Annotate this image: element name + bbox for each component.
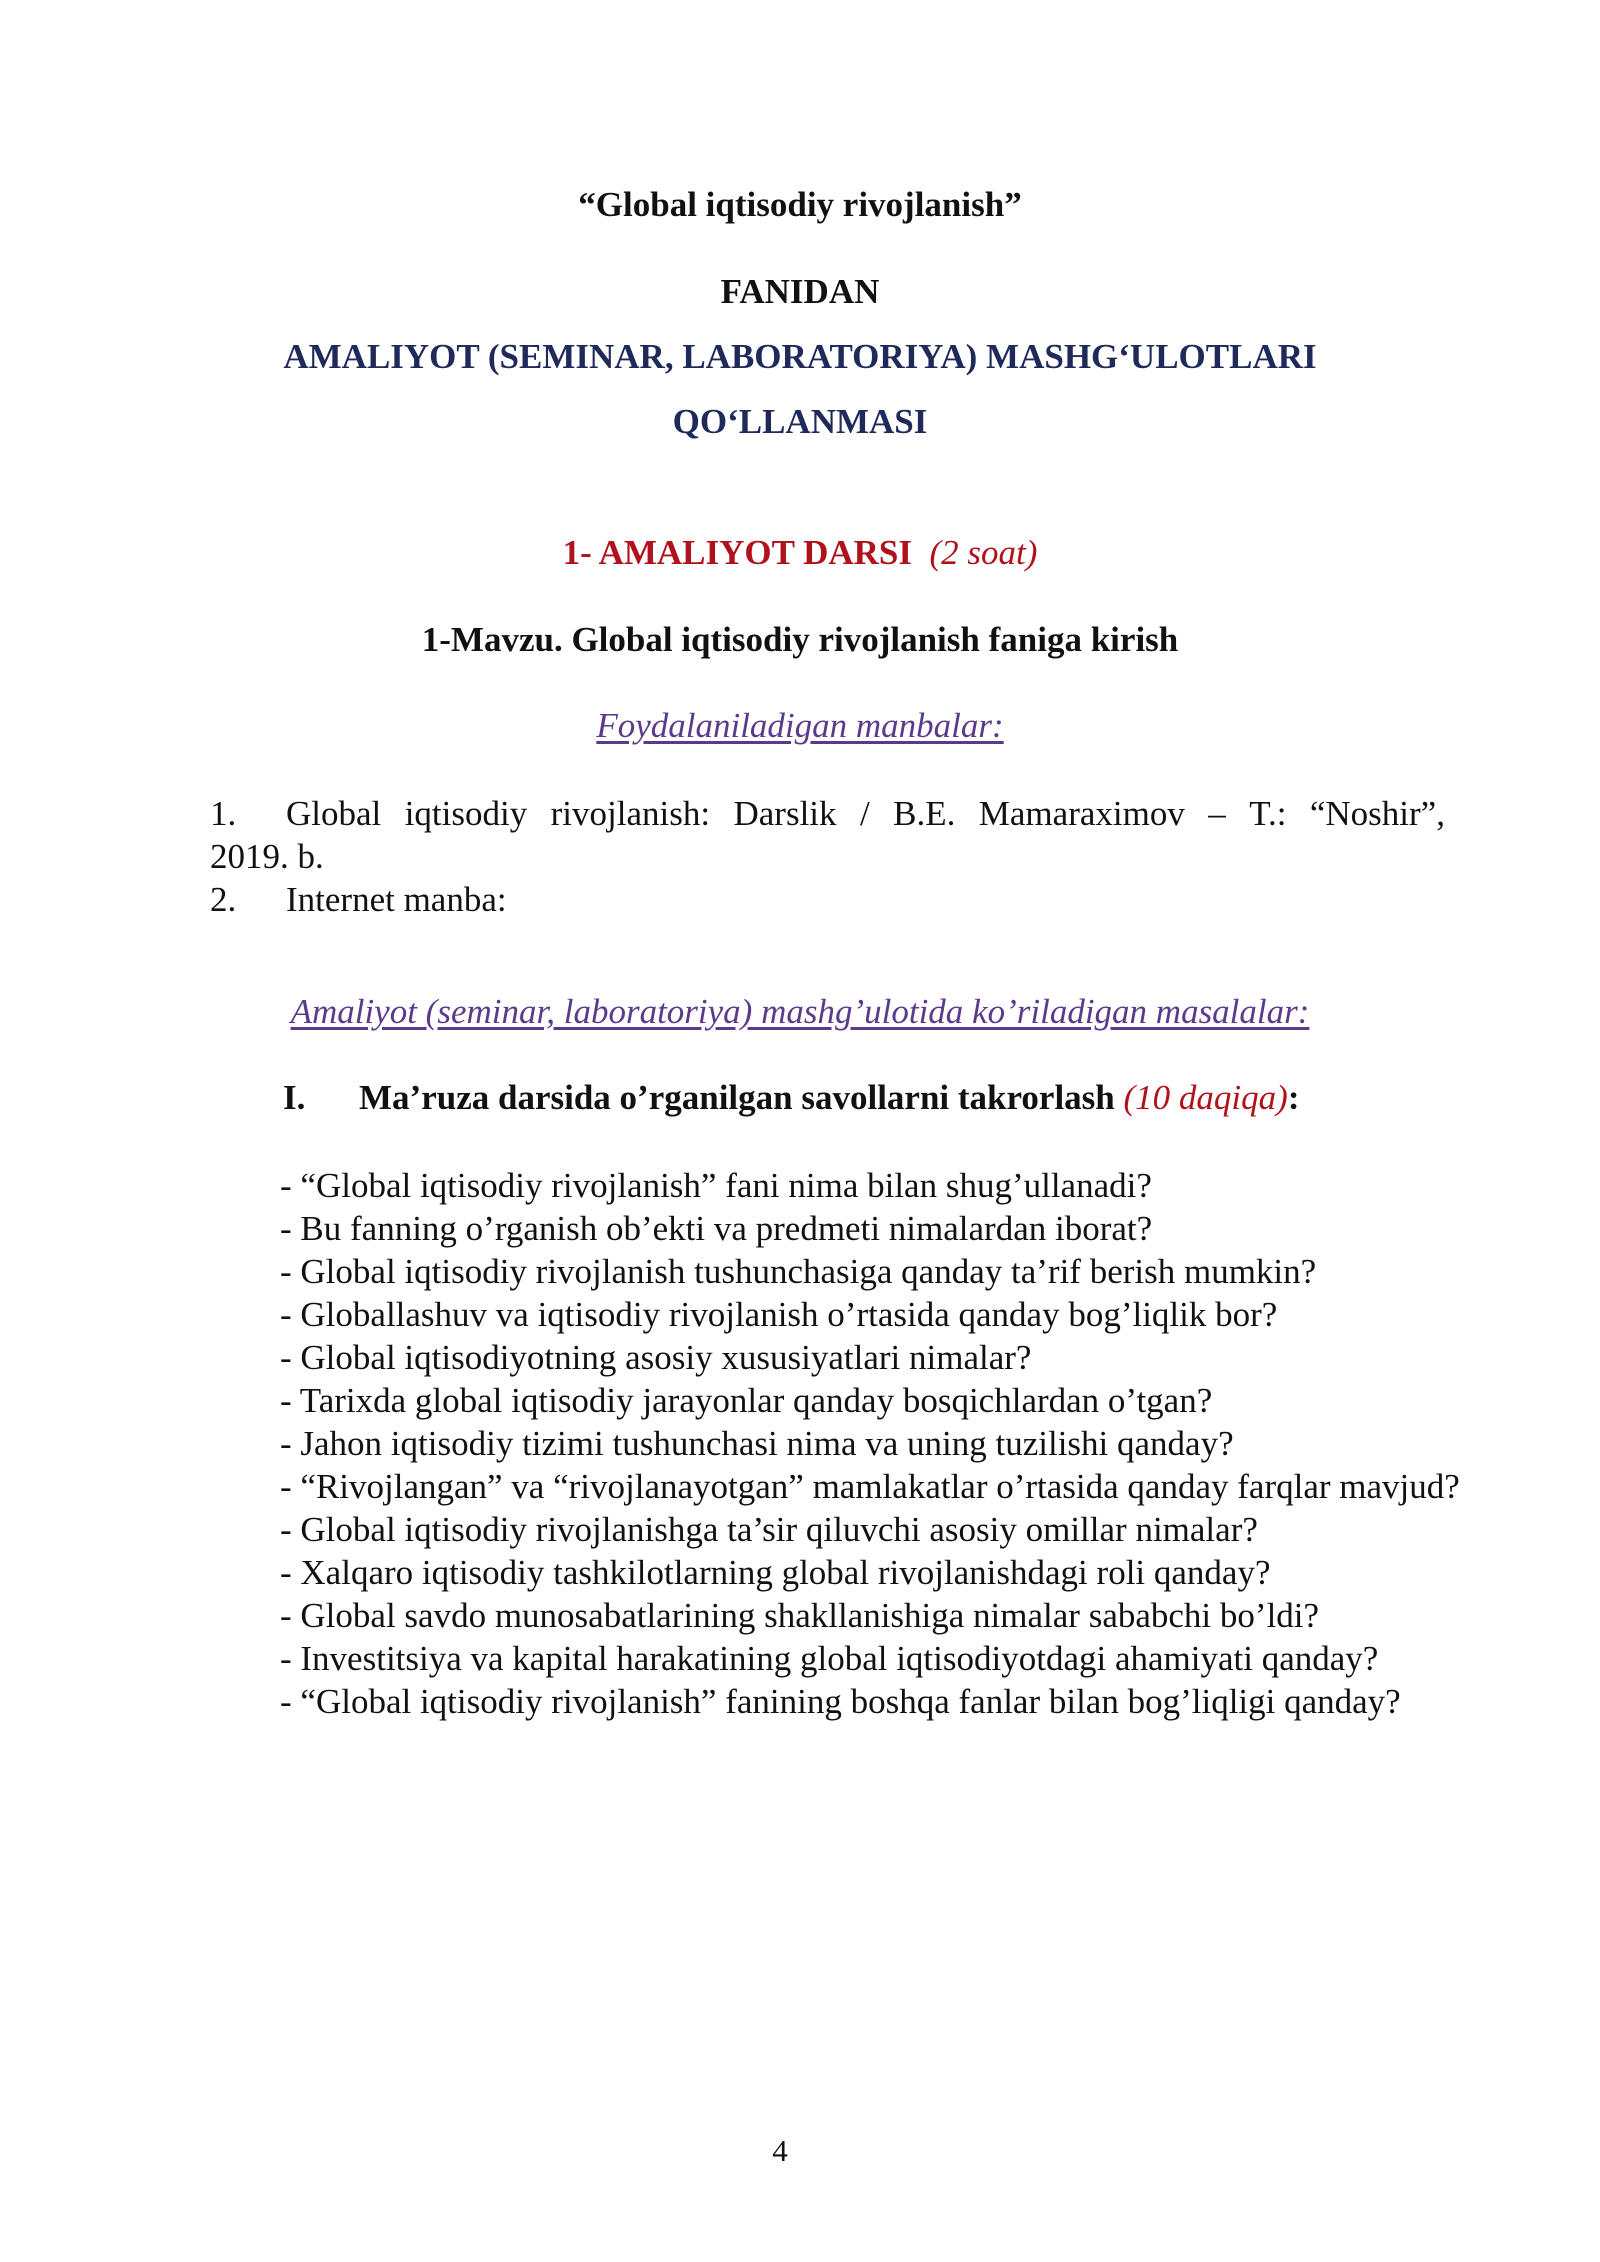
question-item: - Bu fanning o’rganish ob’ekti va predmeti nimalardan iborat? — [280, 1209, 1153, 1248]
question-item: - “Global iqtisodiy rivojlanish” fani nima bilan shug’ullanadi? — [280, 1166, 1152, 1205]
source-item-2 — [210, 878, 1445, 921]
source-item-2-number: 2. — [210, 880, 237, 919]
question-item: - “Rivojlangan” va “rivojlanayotgan” mamlakatlar o’rtasida qanday farqlar mavjud? — [280, 1467, 1460, 1506]
source-item-1-word: – — [1208, 794, 1226, 833]
question-item: - Globallashuv va iqtisodiy rivojlanish o’rtasida qanday bog’liqlik bor? — [280, 1295, 1278, 1334]
question-item: - Global iqtisodiyotning asosiy xususiyatlari nimalar? — [280, 1338, 1032, 1377]
issues-heading-text: Amaliyot (seminar, laboratoriya) mashg’ulotida ko’riladigan masalalar: — [290, 992, 1310, 1031]
source-item-1-word: iqtisodiy — [404, 794, 528, 833]
source-item-1-word: Mamaraximov — [978, 794, 1185, 833]
review-questions-list — [280, 1164, 1470, 1723]
question-item: - Tarixda global iqtisodiy jarayonlar qanday bosqichlardan o’tgan? — [280, 1381, 1213, 1420]
source-item-1-word: T.: — [1249, 794, 1287, 833]
lesson-duration: (2 soat) — [929, 533, 1038, 572]
question-item: - “Global iqtisodiy rivojlanish” fanining boshqa fanlar bilan bog’liqligi qanday? — [280, 1682, 1401, 1721]
source-item-1-word: / — [859, 794, 870, 833]
question-item: - Global savdo munosabatlarining shakllanishiga nimalar sababchi bo’ldi? — [280, 1596, 1320, 1635]
course-title: “Global iqtisodiy rivojlanish” — [578, 185, 1022, 224]
section-1-roman: I. — [283, 1078, 306, 1117]
sources-heading-text: Foydalaniladigan manbalar: — [596, 706, 1004, 745]
sources-heading — [0, 706, 1600, 746]
question-item: - Investitsiya va kapital harakatining global iqtisodiyotdagi ahamiyati qanday? — [280, 1639, 1379, 1678]
question-item: - Jahon iqtisodiy tizimi tushunchasi nima va uning tuzilishi qanday? — [280, 1424, 1234, 1463]
section-1-colon: : — [1287, 1078, 1300, 1117]
source-item-1-word: rivojlanish: — [550, 794, 711, 833]
source-item-1-word: B.E. — [893, 794, 956, 833]
lesson-heading — [0, 533, 1600, 573]
source-item-1-word: Global — [286, 794, 382, 833]
manual-title-line2: QO‘LLANMASI — [672, 402, 928, 441]
source-item-1-word: Darslik — [733, 794, 837, 833]
source-item-2-text: Internet manba: — [286, 880, 507, 919]
source-item-1-line1 — [210, 792, 1445, 835]
section-1-heading — [283, 1078, 1299, 1118]
section-1-duration: (10 daqiqa) — [1123, 1078, 1288, 1117]
section-1-title: Ma’ruza darsida o’rganilgan savollarni takrorlash — [359, 1078, 1115, 1117]
page-number: 4 — [772, 2133, 788, 2168]
source-item-1 — [210, 792, 1445, 878]
source-item-1-line2: 2019. b. — [210, 837, 324, 876]
lesson-title: 1- AMALIYOT DARSI — [562, 533, 912, 572]
issues-heading — [0, 992, 1600, 1032]
fanidan-heading: FANIDAN — [720, 272, 880, 311]
question-item: - Global iqtisodiy rivojlanish tushunchasiga qanday ta’rif berish mumkin? — [280, 1252, 1317, 1291]
manual-title-line1: AMALIYOT (SEMINAR, LABORATORIYA) MASHG‘ULOTLARI — [283, 337, 1317, 376]
topic-title: 1-Mavzu. Global iqtisodiy rivojlanish faniga kirish — [421, 620, 1179, 659]
question-item: - Xalqaro iqtisodiy tashkilotlarning global rivojlanishdagi roli qanday? — [280, 1553, 1271, 1592]
source-item-1-number: 1. — [210, 794, 237, 833]
source-item-1-word: “Noshir”, — [1309, 794, 1445, 833]
source-item-1-words — [286, 792, 1445, 835]
question-item: - Global iqtisodiy rivojlanishga ta’sir qiluvchi asosiy omillar nimalar? — [280, 1510, 1258, 1549]
